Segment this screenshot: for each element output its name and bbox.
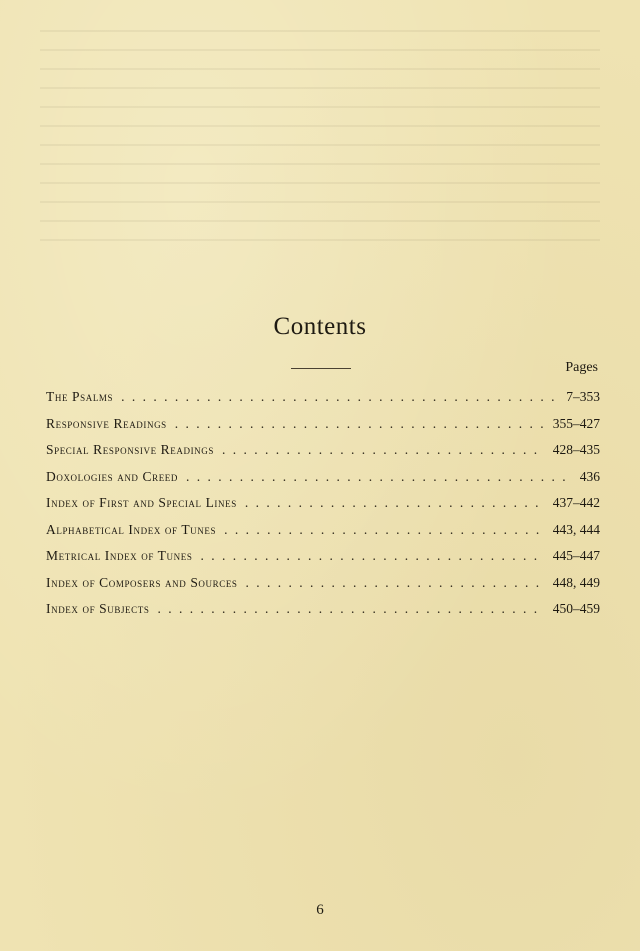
toc-entry-index-subjects <box>46 596 600 623</box>
page-title: Contents <box>273 313 367 340</box>
page-number: 6 <box>316 902 324 918</box>
dot-leader <box>200 543 544 569</box>
dot-leader <box>175 411 545 437</box>
toc-entry-special-responsive-readings <box>46 437 600 464</box>
dot-leader <box>121 384 558 410</box>
dot-leader <box>186 464 572 490</box>
dot-leader <box>222 437 545 463</box>
dot-leader <box>157 596 544 622</box>
toc-entry-label: Index of Subjects <box>46 601 150 616</box>
toc-entry-doxologies-and-creed <box>46 464 600 491</box>
toc-entry-pages: 445–447 <box>552 548 600 563</box>
toc-entry-psalms <box>46 384 600 411</box>
toc-entry-label: Metrical Index of Tunes <box>46 548 193 563</box>
dot-leader <box>224 517 545 543</box>
title-divider <box>291 368 351 369</box>
toc-entry-index-composers <box>46 570 600 597</box>
toc-entry-alphabetical-index-tunes <box>46 517 600 544</box>
toc-entry-pages: 443, 444 <box>552 521 600 537</box>
toc-entry-pages: 448, 449 <box>552 574 600 590</box>
toc-entry-pages: 428–435 <box>552 442 600 457</box>
toc-entry-label: Responsive Readings <box>46 415 167 431</box>
show-through-texture <box>40 30 600 250</box>
dot-leader <box>245 490 545 516</box>
toc-entry-label: Alphabetical Index of Tunes <box>46 521 217 537</box>
table-of-contents <box>46 384 600 623</box>
toc-entry-responsive-readings <box>46 411 600 438</box>
toc-entry-pages: 355–427 <box>552 415 600 431</box>
toc-entry-pages: 450–459 <box>552 601 600 616</box>
toc-entry-pages: 437–442 <box>552 495 600 510</box>
toc-entry-metrical-index-tunes <box>46 543 600 570</box>
toc-entry-index-first-lines <box>46 490 600 517</box>
toc-entry-label: Index of Composers and Sources <box>46 574 238 590</box>
toc-entry-label: The Psalms <box>46 389 114 404</box>
toc-entry-pages: 436 <box>579 468 600 484</box>
pages-column-heading: Pages <box>565 360 598 375</box>
toc-entry-label: Index of First and Special Lines <box>46 495 237 510</box>
toc-entry-pages: 7–353 <box>566 389 600 404</box>
toc-entry-label: Special Responsive Readings <box>46 442 214 457</box>
toc-entry-label: Doxologies and Creed <box>46 468 178 484</box>
dot-leader <box>246 570 545 596</box>
